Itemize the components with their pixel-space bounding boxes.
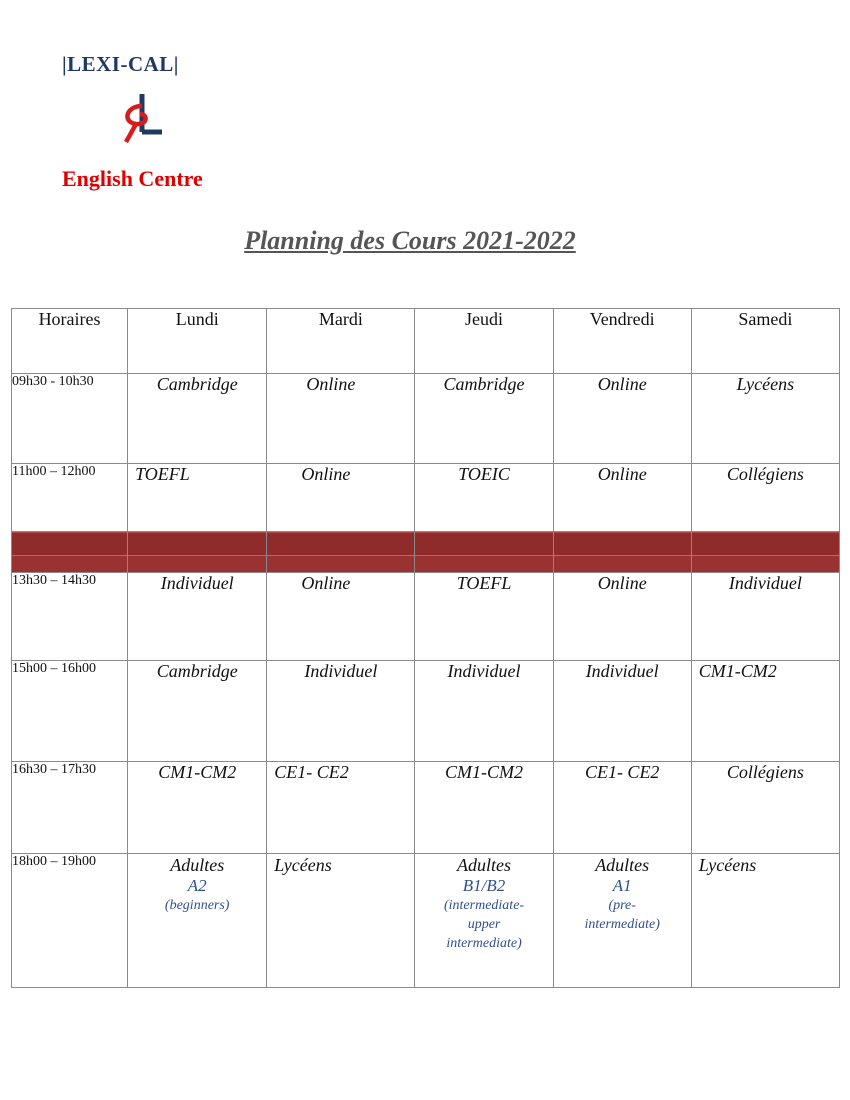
course-cell: CM1-CM2 — [415, 762, 553, 854]
course-cell: Individuel — [128, 573, 267, 661]
course-name: Adultes — [457, 855, 512, 875]
table-row — [12, 854, 840, 988]
course-level: A1 — [612, 876, 632, 895]
table-row — [12, 573, 840, 661]
brand-name: |LEXI-CAL| — [62, 52, 179, 76]
course-cell — [128, 854, 267, 988]
course-cell: Online — [267, 374, 415, 464]
course-cell — [415, 854, 553, 988]
time-cell: 11h00 – 12h00 — [12, 464, 128, 532]
course-cell: Online — [267, 573, 415, 661]
table-row — [12, 762, 840, 854]
course-cell — [553, 854, 691, 988]
course-cell: Cambridge — [128, 374, 267, 464]
page-title: Planning des Cours 2021-2022 — [244, 226, 576, 255]
col-header-mardi: Mardi — [267, 309, 415, 374]
lexical-logo-icon — [118, 92, 166, 148]
course-level-note: (intermediate-upper intermediate) — [443, 898, 525, 951]
header-row — [12, 309, 840, 374]
course-name: Lycéens — [274, 855, 332, 875]
course-cell: Online — [553, 464, 691, 532]
time-cell: 16h30 – 17h30 — [12, 762, 128, 854]
col-header-jeudi: Jeudi — [415, 309, 553, 374]
course-cell: Individuel — [691, 573, 839, 661]
course-cell: CE1- CE2 — [267, 762, 415, 854]
time-cell: 15h00 – 16h00 — [12, 661, 128, 762]
course-cell: TOEFL — [415, 573, 553, 661]
course-cell: Collégiens — [691, 762, 839, 854]
course-level-note: (beginners) — [164, 898, 230, 913]
course-cell — [691, 854, 839, 988]
time-cell: 09h30 - 10h30 — [12, 374, 128, 464]
course-cell: CM1-CM2 — [691, 661, 839, 762]
time-cell: 18h00 – 19h00 — [12, 854, 128, 988]
course-cell: Online — [267, 464, 415, 532]
course-cell: TOEIC — [415, 464, 553, 532]
break-cell — [415, 532, 553, 573]
course-level-note: (pre-intermediate) — [584, 898, 660, 932]
course-cell: Cambridge — [128, 661, 267, 762]
course-name: Lycéens — [698, 855, 757, 875]
course-level: B1/B2 — [462, 876, 506, 895]
break-cell — [553, 532, 691, 573]
schedule-table — [11, 308, 840, 988]
course-cell: Collégiens — [691, 464, 839, 532]
course-cell: Individuel — [415, 661, 553, 762]
col-header-samedi: Samedi — [691, 309, 839, 374]
table-row — [12, 374, 840, 464]
course-cell: CE1- CE2 — [553, 762, 691, 854]
lunch-break-row — [12, 532, 840, 573]
col-header-horaires: Horaires — [12, 309, 128, 374]
course-cell: TOEFL — [128, 464, 267, 532]
course-cell: CM1-CM2 — [128, 762, 267, 854]
course-cell: Online — [553, 573, 691, 661]
course-cell: Individuel — [553, 661, 691, 762]
course-cell: Online — [553, 374, 691, 464]
time-cell: 13h30 – 14h30 — [12, 573, 128, 661]
col-header-vendredi: Vendredi — [553, 309, 691, 374]
break-cell — [691, 532, 839, 573]
break-cell — [12, 532, 128, 573]
table-row — [12, 661, 840, 762]
course-level: A2 — [187, 876, 207, 895]
course-cell: Individuel — [267, 661, 415, 762]
break-cell — [128, 532, 267, 573]
centre-name: English Centre — [62, 166, 203, 191]
course-name: Adultes — [595, 855, 650, 875]
col-header-lundi: Lundi — [128, 309, 267, 374]
course-cell: Cambridge — [415, 374, 553, 464]
course-cell: Lycéens — [691, 374, 839, 464]
course-cell — [267, 854, 415, 988]
table-row — [12, 464, 840, 532]
course-name: Adultes — [170, 855, 225, 875]
break-cell — [267, 532, 415, 573]
